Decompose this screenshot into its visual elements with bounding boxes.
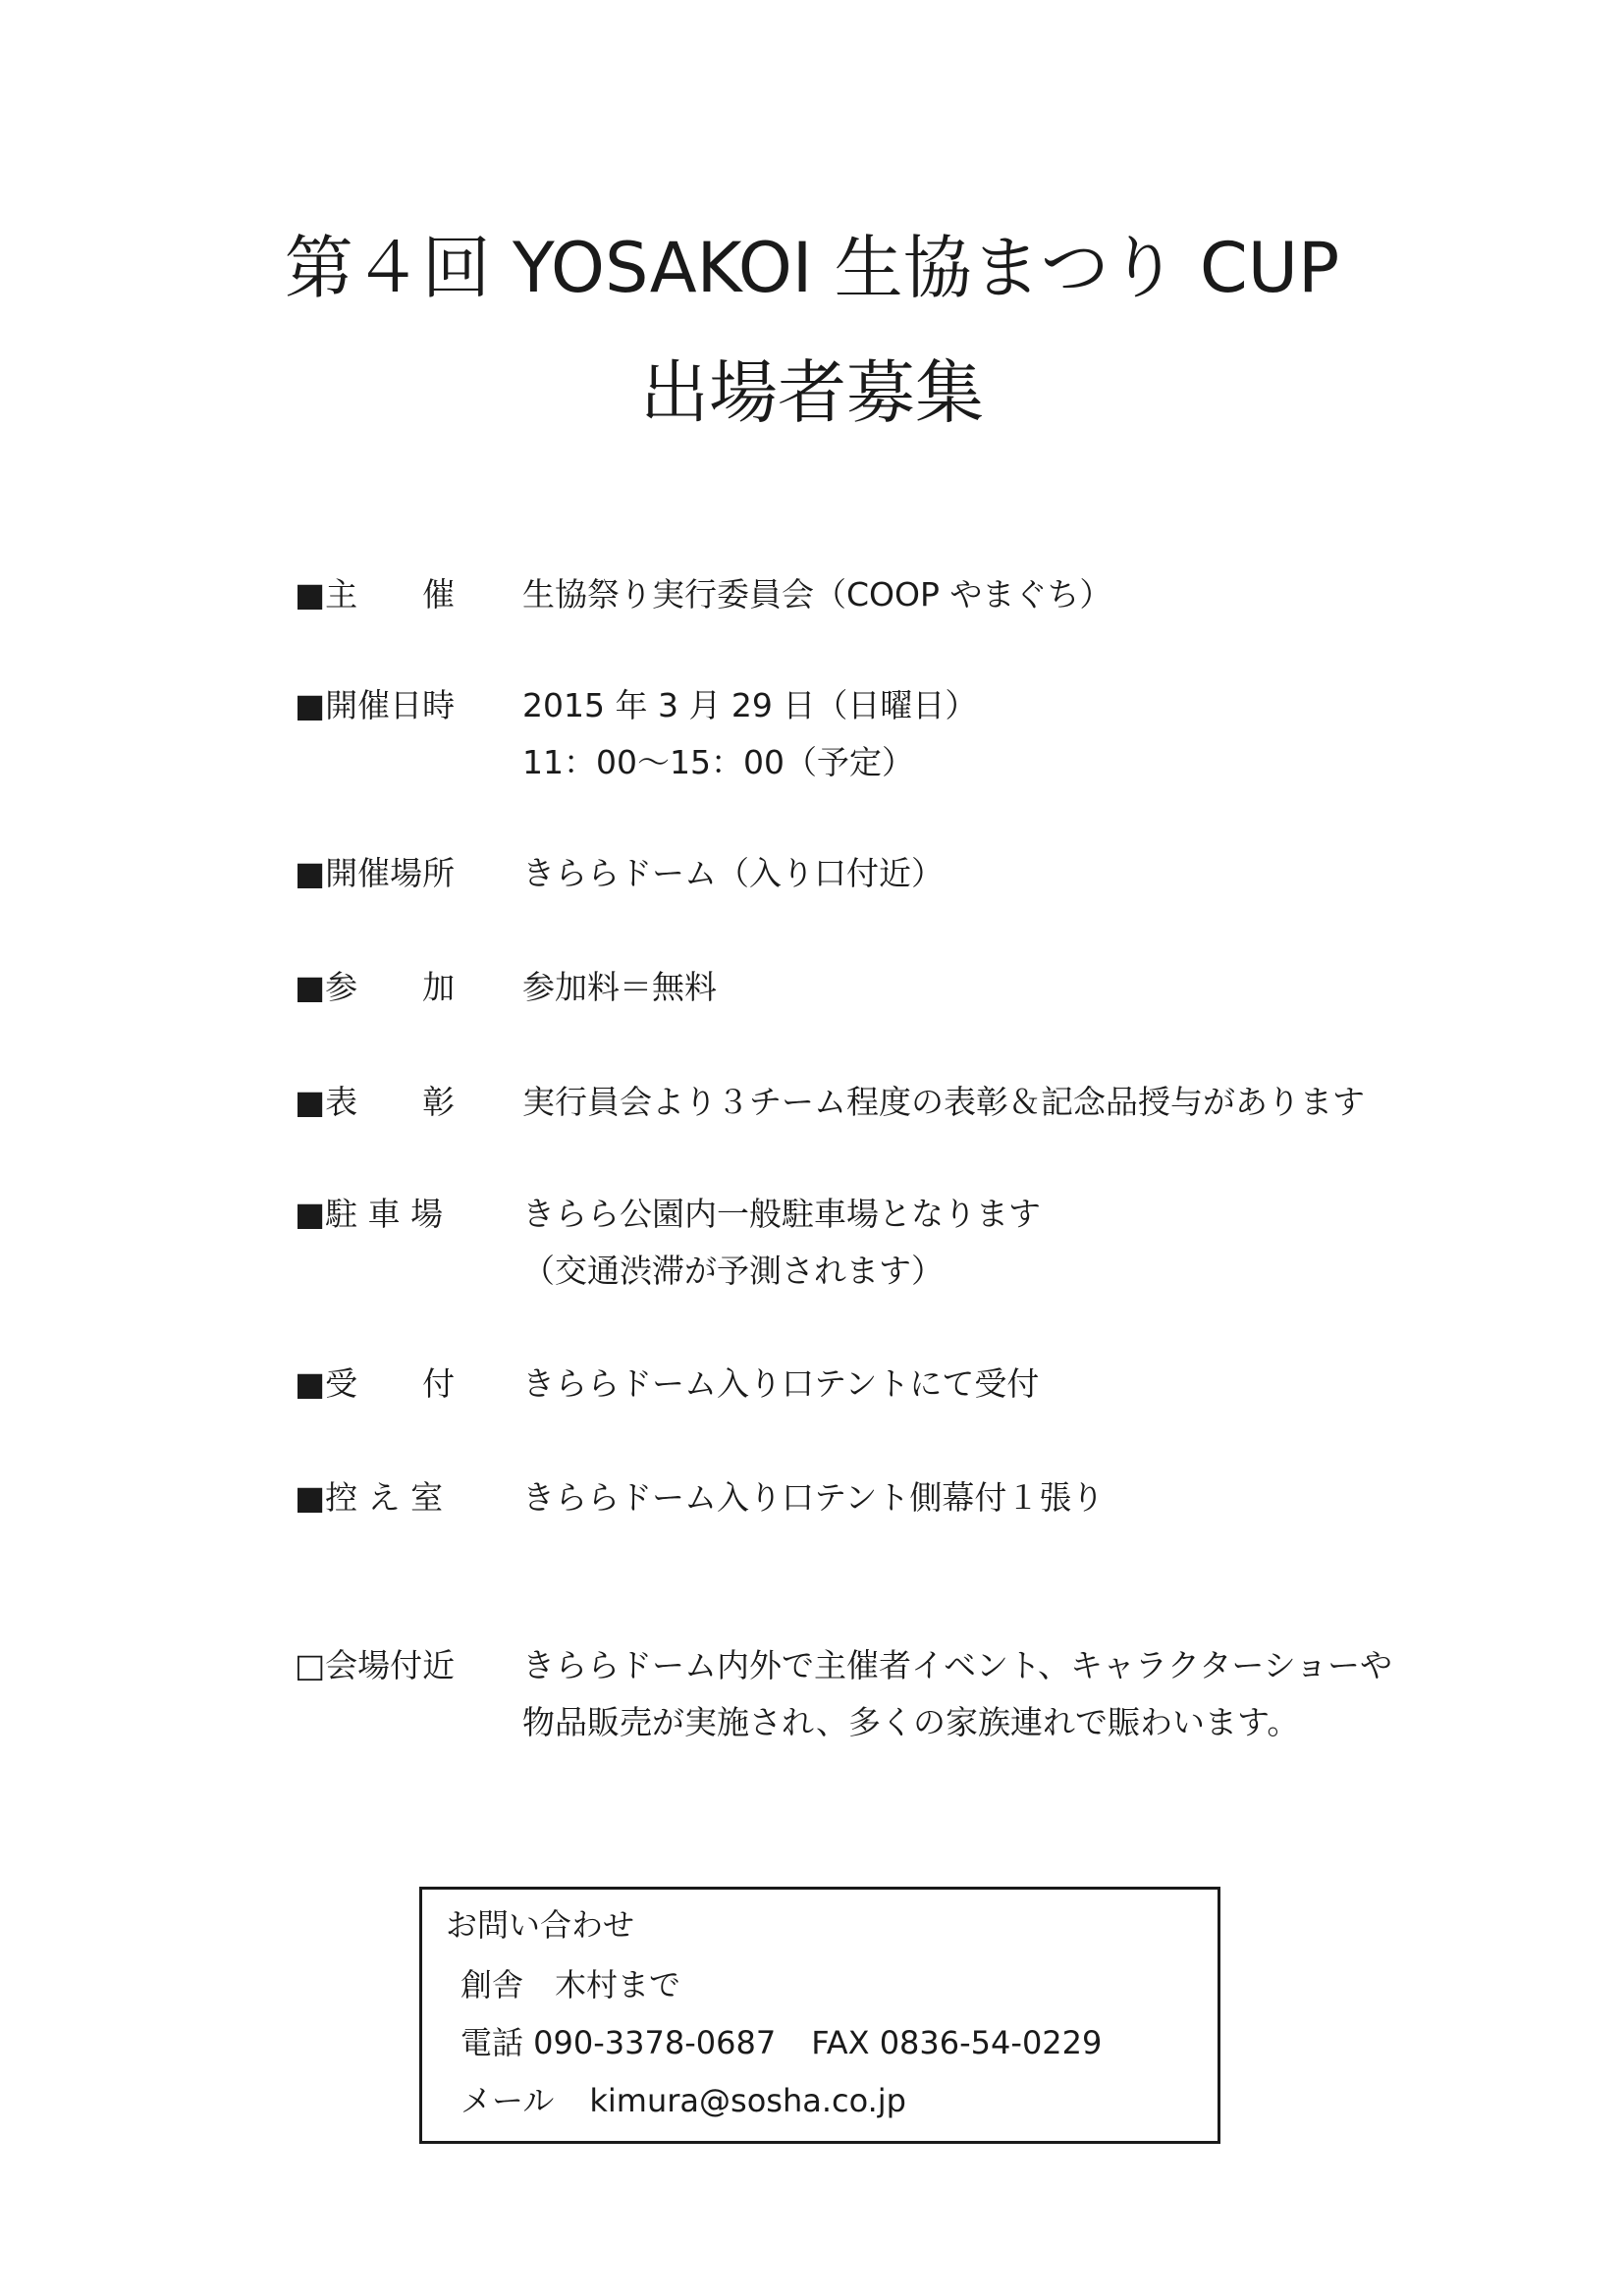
info-value: きらら公園内一般駐車場となります — [522, 1195, 1041, 1233]
info-label: ■表 彰 — [295, 1083, 456, 1121]
info-value: きららドーム内外で主催者イベント、キャラクターショーや — [522, 1646, 1393, 1684]
info-label: ■主 催 — [295, 575, 456, 614]
info-label: ■駐 車 場 — [295, 1195, 444, 1233]
info-value: きららドーム入り口テント側幕付１張り — [522, 1478, 1105, 1517]
page-title: 第４回 YOSAKOI 生協まつり CUP — [284, 228, 1340, 308]
info-value: 生協祭り実行委員会（COOP やまぐち） — [522, 575, 1112, 614]
info-value: きららドーム（入り口付近） — [522, 854, 944, 892]
info-value: 実行員会より３チーム程度の表彰＆記念品授与があります — [522, 1083, 1365, 1121]
info-label: □会場付近 — [295, 1646, 456, 1684]
contact-mail-label: メール — [460, 2082, 555, 2119]
page-subtitle: 出場者募集 — [640, 352, 984, 433]
contact-box — [419, 1887, 1220, 2144]
info-label: ■開催日時 — [295, 686, 456, 724]
contact-fax: FAX 0836-54-0229 — [811, 2024, 1103, 2061]
info-value: 11：00〜15：00（予定） — [522, 743, 914, 781]
contact-phone-fax — [460, 2023, 1102, 2062]
contact-organization: 創舎 木村まで — [460, 1966, 681, 2003]
contact-phone: 電話 090-3378-0687 — [460, 2024, 777, 2061]
info-label: ■参 加 — [295, 968, 456, 1006]
info-value: きららドーム入り口テントにて受付 — [522, 1364, 1040, 1403]
contact-email: kimura@sosha.co.jp — [589, 2082, 906, 2119]
contact-heading: お問い合わせ — [446, 1906, 635, 1944]
info-label: ■受 付 — [295, 1364, 456, 1403]
info-value: 物品販売が実施され、多くの家族連れで賑わいます。 — [522, 1703, 1300, 1741]
contact-mail-line — [460, 2081, 906, 2120]
info-label: ■開催場所 — [295, 854, 456, 892]
info-label: ■控 え 室 — [295, 1478, 444, 1517]
info-value: （交通渋滞が予測されます） — [522, 1252, 944, 1290]
info-value: 参加料＝無料 — [522, 968, 717, 1006]
info-value: 2015 年 3 月 29 日（日曜日） — [522, 686, 978, 724]
